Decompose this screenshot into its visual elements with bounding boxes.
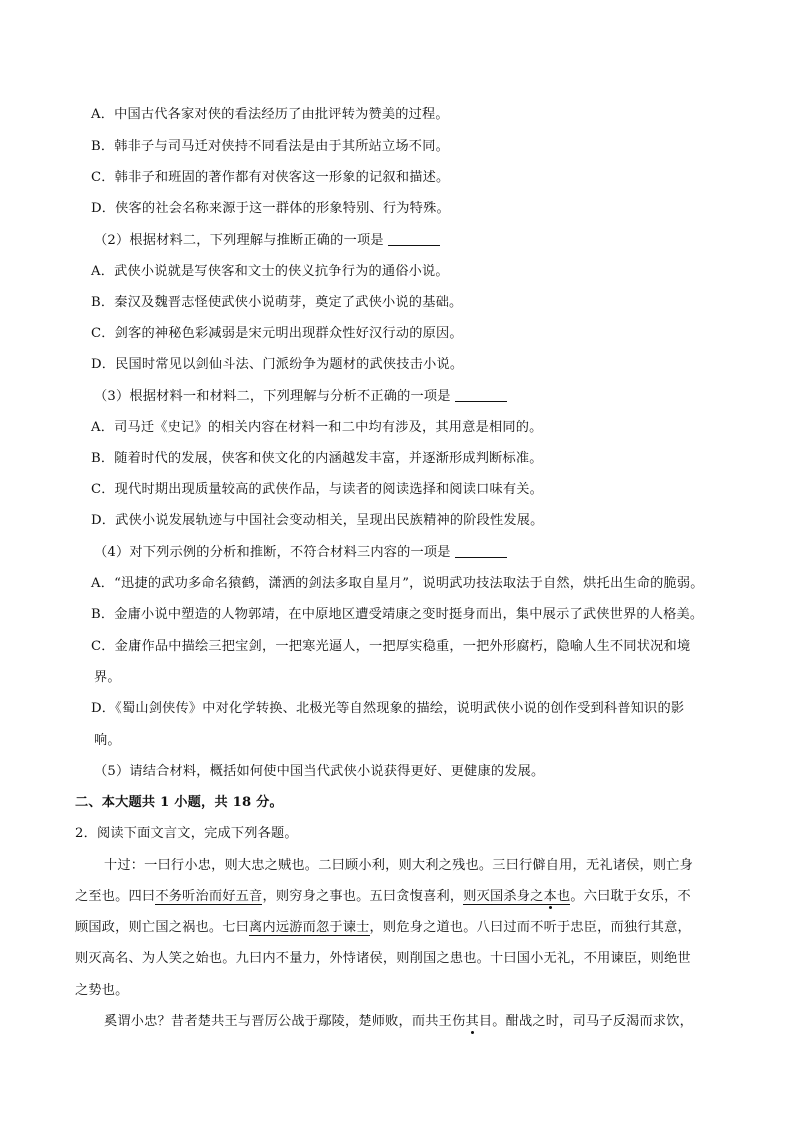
q3-option-c: C．现代时期出现质量较高的武侠作品，与读者的阅读选择和阅读口味有关。: [91, 482, 544, 497]
q4-stem-text: （4）对下列示例的分析和推断，不符合材料三内容的一项是: [94, 545, 451, 560]
q4-stem: [94, 541, 507, 560]
q5-question: （5）请结合材料，概括如何使中国当代武侠小说获得更好、更健康的发展。: [94, 764, 545, 779]
passage-text: 目。酣战之时，司马子反渴而求饮，: [478, 1014, 694, 1029]
passage-text: ，则穷身之事也。五曰贪愎喜利，: [262, 889, 464, 904]
underlined-text: 也: [556, 889, 571, 904]
q2-option-d: D．民国时常见以剑仙斗法、门派纷争为题材的武侠技击小说。: [91, 357, 464, 372]
q2-option-b: B．秦汉及魏晋志怪使武侠小说萌芽，奠定了武侠小说的基础。: [91, 295, 463, 310]
q4-option-d-line1: D．《蜀山剑侠传》中对化学转换、北极光等自然现象的描绘，说明武侠小说的创作受到科普知识的影: [91, 701, 685, 716]
underlined-phrase: 离内远游而忽于谏士: [249, 920, 370, 935]
q3-stem-text: （3）根据材料一和材料二，下列理解与分析不正确的一项是: [94, 389, 451, 404]
q1-option-b: B．韩非子与司马迁对侠持不同看法是由于其所站立场不同。: [91, 139, 449, 154]
passage-text: ，则危身之道也。八曰过而不听于忠臣，而独行其意，: [369, 920, 691, 935]
underlined-text: 则灭国杀身之: [463, 889, 544, 904]
passage-p1-line3: [75, 916, 691, 935]
q4-option-c-line1: C．金庸作品中描绘三把宝剑，一把寒光逼人，一把厚实稳重，一把外形腐朽，隐喻人生不同状况和境: [91, 639, 691, 654]
q3-stem: [94, 385, 507, 404]
dotted-character: 本: [543, 889, 557, 904]
q3-answer-blank[interactable]: [455, 401, 507, 402]
q4-option-b: B．金庸小说中塑造的人物郭靖，在中原地区遭受靖康之变时挺身而出，集中展示了武侠世界的人格美。: [91, 607, 704, 622]
q3-option-b: B．随着时代的发展，侠客和侠文化的内涵越发丰富，并逐渐形成判断标准。: [91, 451, 543, 466]
q4-option-c-line2: 界。: [94, 670, 121, 685]
passage-text: 。六曰耽于女乐，不: [570, 889, 691, 904]
q3-option-a: A．司马迁《史记》的相关内容在材料一和二中均有涉及，其用意是相同的。: [91, 420, 543, 435]
dotted-character: 其: [465, 1014, 479, 1029]
q4-answer-blank[interactable]: [455, 557, 507, 558]
q2-answer-blank[interactable]: [388, 245, 440, 246]
question-2-instruction: 2．阅读下面文言文，完成下列各题。: [75, 826, 298, 841]
passage-p1-line4: 则灭高名、为人笑之始也。九曰内不量力，外恃诸侯，则削国之患也。十曰国小无礼，不用谏臣，则绝世: [75, 951, 691, 966]
passage-p1-line1: 十过：一曰行小忠，则大忠之贼也。二曰顾小利，则大利之残也。三曰行僻自用，无礼诸侯，则亡身: [104, 858, 694, 873]
q2-option-a: A．武侠小说就是写侠客和文士的侠义抗争行为的通俗小说。: [91, 264, 449, 279]
q4-option-d-line2: 响。: [94, 733, 121, 748]
q1-option-a: A．中国古代各家对侠的看法经历了由批评转为赞美的过程。: [91, 107, 449, 122]
underlined-phrase: 不务听治而好五音: [155, 889, 263, 904]
q2-stem-text: （2）根据材料二，下列理解与推断正确的一项是: [94, 233, 384, 248]
q4-option-a: A．“迅捷的武功多命名猿鹤，潇洒的剑法多取自星月”，说明武功技法取法于自然，烘托出生命的脆弱。: [91, 576, 704, 591]
q3-option-d: D．武侠小说发展轨迹与中国社会变动相关，呈现出民族精神的阶段性发展。: [91, 513, 544, 528]
q2-option-c: C．剑客的神秘色彩减弱是宋元明出现群众性好汉行动的原因。: [91, 326, 463, 341]
passage-text: 之至也。四曰: [75, 889, 156, 904]
passage-p1-line5: 之势也。: [75, 983, 129, 998]
q2-stem: [94, 229, 440, 248]
section-2-heading: 二、本大题共 1 小题，共 18 分。: [75, 795, 283, 810]
passage-text: 顾国政，则亡国之祸也。七曰: [75, 920, 250, 935]
underlined-phrase: [463, 889, 570, 905]
q1-option-d: D．侠客的社会名称来源于这一群体的形象特别、行为特殊。: [91, 201, 450, 216]
passage-text: 奚谓小忠？昔者楚共王与晋厉公战于鄢陵，楚师败，而共王伤: [104, 1014, 466, 1029]
passage-p1-line2: [75, 885, 691, 904]
q1-option-c: C．韩非子和班固的著作都有对侠客这一形象的记叙和描述。: [91, 170, 450, 185]
passage-p2-line1: [104, 1010, 693, 1029]
